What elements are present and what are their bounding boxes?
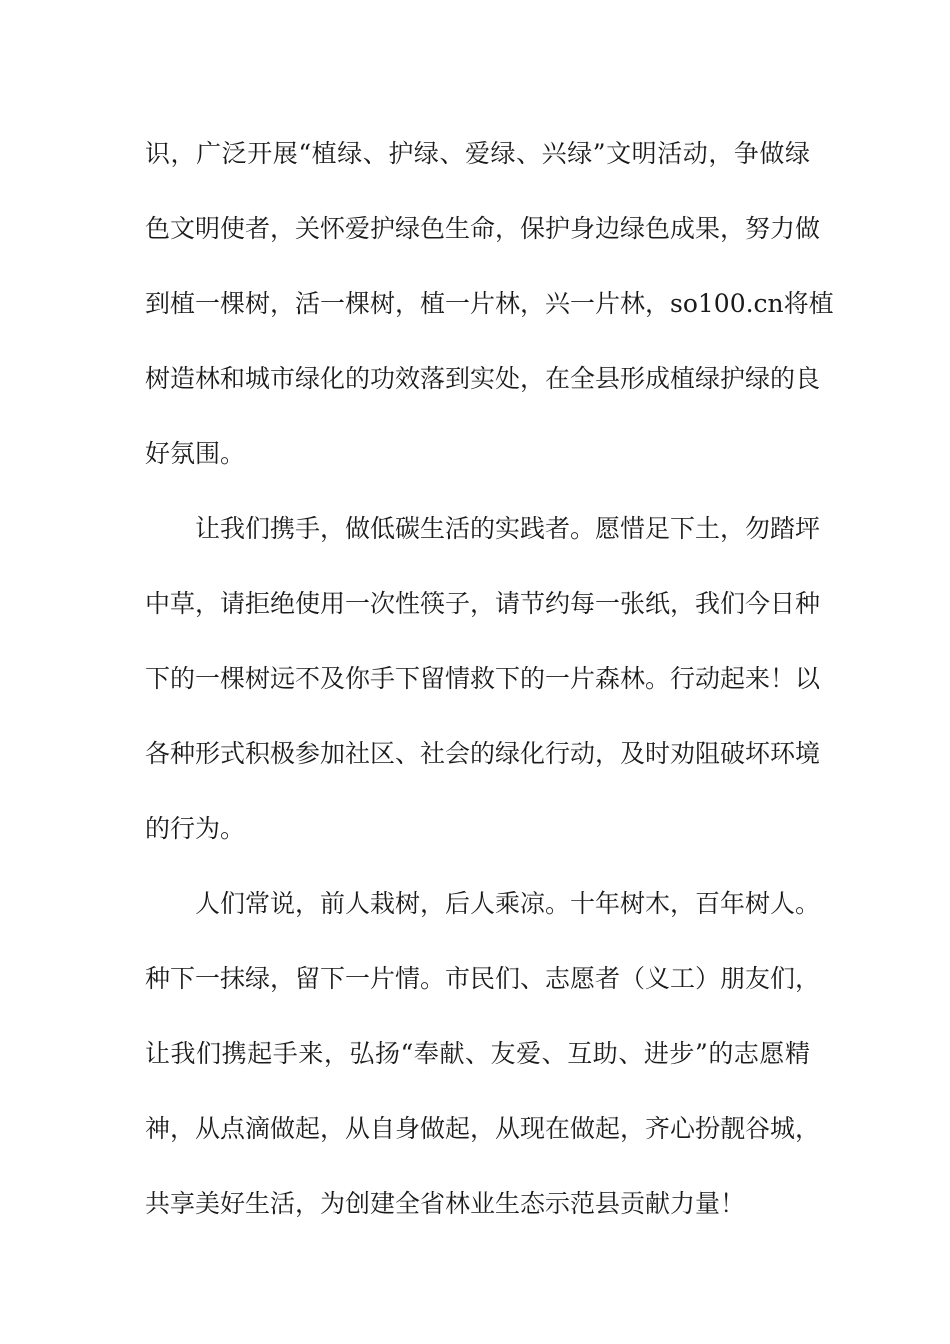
- text-line: 中草，请拒绝使用一次性筷子，请节约每一张纸，我们今日种: [145, 589, 821, 618]
- text-line: 树造林和城市绿化的功效落到实处，在全县形成植绿护绿的良: [145, 364, 821, 393]
- text-line: 各种形式积极参加社区、社会的绿化行动，及时劝阻破坏环境: [145, 739, 821, 768]
- body-text: [145, 128, 834, 1253]
- text-line: 好氛围。: [145, 439, 246, 468]
- text-line: 让我们携手，做低碳生活的实践者。愿惜足下土，勿踏坪: [195, 514, 821, 543]
- paragraph-3: [145, 878, 821, 1253]
- text-line: 共享美好生活，为创建全省林业生态示范县贡献力量！: [145, 1189, 746, 1218]
- text-line: 人们常说，前人栽树，后人乘凉。十年树木，百年树人。: [195, 889, 821, 918]
- paragraph-2: [145, 503, 821, 878]
- text-line: 神，从点滴做起，从自身做起，从现在做起，齐心扮靓谷城，: [145, 1114, 821, 1143]
- text-line: 下的一棵树远不及你手下留情救下的一片森林。行动起来！以: [145, 664, 821, 693]
- text-line: 的行为。: [145, 814, 246, 843]
- text-line: 种下一抹绿，留下一片情。市民们、志愿者（义工）朋友们，: [145, 964, 821, 993]
- paragraph-1: [145, 128, 834, 503]
- text-line: 到植一棵树，活一棵树，植一片林，兴一片林，so100.cn将植: [145, 289, 834, 318]
- text-line: 识，广泛开展“植绿、护绿、爱绿、兴绿”文明活动，争做绿: [145, 139, 810, 168]
- text-line: 色文明使者，关怀爱护绿色生命，保护身边绿色成果，努力做: [145, 214, 821, 243]
- text-line: 让我们携起手来，弘扬“奉献、友爱、互助、进步”的志愿精: [145, 1039, 810, 1068]
